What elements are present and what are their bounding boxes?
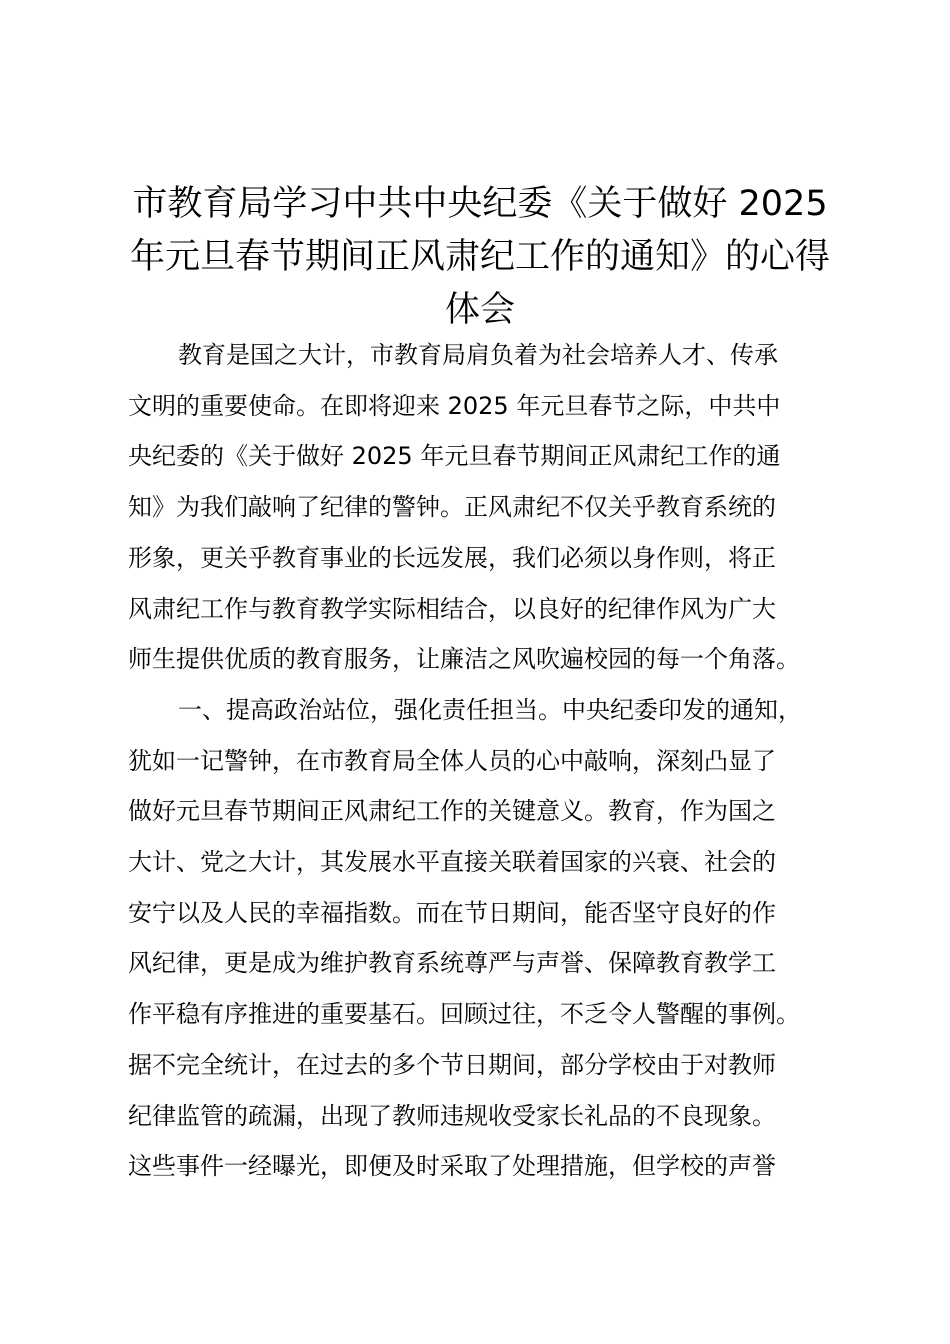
paragraph-line: 文明的重要使命。在即将迎来 2025 年元旦春节之际，中共中 <box>128 391 781 420</box>
paragraph-line: 风纪律，更是成为维护教育系统尊严与声誉、保障教育教学工 <box>128 949 776 978</box>
paragraph-line: 知》为我们敲响了纪律的警钟。正风肃纪不仅关乎教育系统的 <box>128 493 776 522</box>
paragraph-line: 一、提高政治站位，强化责任担当。中央纪委印发的通知， <box>178 695 802 724</box>
title-line: 市教育局学习中共中央纪委《关于做好 2025 <box>132 184 828 224</box>
document-body <box>128 330 838 1192</box>
paragraph-section-one <box>128 685 838 1192</box>
paragraph-line: 作平稳有序推进的重要基石。回顾过往，不乏令人警醒的事例。 <box>128 1000 800 1029</box>
paragraph-intro <box>128 330 838 685</box>
paragraph-line: 安宁以及人民的幸福指数。而在节日期间，能否坚守良好的作 <box>128 898 776 927</box>
paragraph-line: 这些事件一经曝光，即便及时采取了处理措施，但学校的声誉 <box>128 1152 776 1181</box>
title-line: 年元旦春节期间正风肃纪工作的通知》的心得 <box>129 237 830 277</box>
paragraph-line: 形象，更关乎教育事业的长远发展，我们必须以身作则，将正 <box>128 543 776 572</box>
paragraph-line: 教育是国之大计，市教育局肩负着为社会培养人才、传承 <box>178 341 778 369</box>
document-title <box>120 178 840 337</box>
paragraph-line: 据不完全统计，在过去的多个节日期间，部分学校由于对教师 <box>128 1050 776 1079</box>
paragraph-line: 大计、党之大计，其发展水平直接关联着国家的兴衰、社会的 <box>128 848 776 877</box>
paragraph-line: 犹如一记警钟，在市教育局全体人员的心中敲响，深刻凸显了 <box>128 746 776 775</box>
paragraph-line: 做好元旦春节期间正风肃纪工作的关键意义。教育，作为国之 <box>128 797 776 826</box>
paragraph-line: 纪律监管的疏漏，出现了教师违规收受家长礼品的不良现象。 <box>128 1101 776 1130</box>
paragraph-line: 风肃纪工作与教育教学实际相结合，以良好的纪律作风为广大 <box>128 594 776 623</box>
paragraph-line: 央纪委的《关于做好 2025 年元旦春节期间正风肃纪工作的通 <box>128 442 781 471</box>
title-line: 体会 <box>444 290 515 330</box>
paragraph-line: 师生提供优质的教育服务，让廉洁之风吹遍校园的每一个角落。 <box>128 645 800 674</box>
